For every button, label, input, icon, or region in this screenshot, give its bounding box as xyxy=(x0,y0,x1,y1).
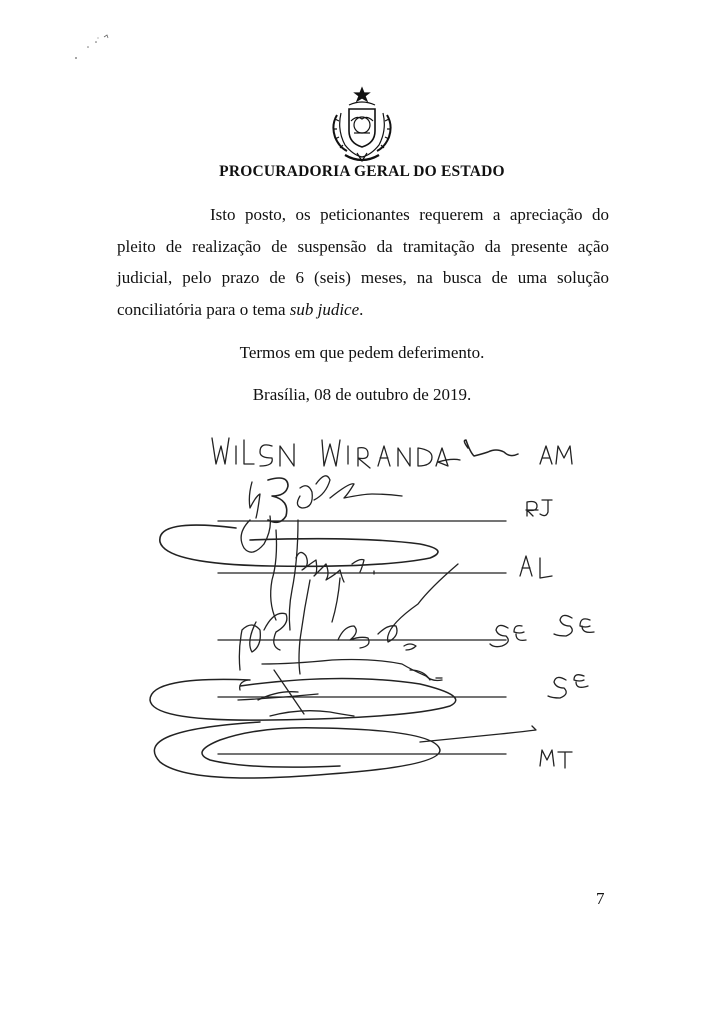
paragraph-text: Isto posto, os peticionantes requerem a apreciação do pleito de realização de suspensão da tramitação da presente ação judicial, pelo prazo de 6 (seis) meses, na busca de uma solução conciliatória para o tema xyxy=(117,205,609,319)
scan-specks xyxy=(0,0,140,90)
signature-wilson-miranda xyxy=(212,438,518,468)
state-mark-mt xyxy=(540,750,572,768)
paragraph-end: . xyxy=(359,299,364,319)
signature-block xyxy=(0,400,724,800)
signature-mt xyxy=(154,722,536,778)
state-coat-of-arms-icon xyxy=(327,85,397,167)
document-header-title: PROCURADORIA GERAL DO ESTADO xyxy=(219,163,505,180)
state-mark-al xyxy=(520,556,552,578)
page-number: 7 xyxy=(596,889,605,908)
state-mark-rj xyxy=(526,500,552,516)
place-and-date: Brasília, 08 de outubro de 2019. xyxy=(252,385,472,404)
request-paragraph xyxy=(117,199,609,325)
latin-term: sub judice xyxy=(289,299,360,319)
state-mark-se xyxy=(490,615,594,646)
state-mark-am xyxy=(540,446,572,464)
signature-al xyxy=(296,552,374,674)
signature-se-2 xyxy=(150,660,456,721)
closing-line: Termos em que pedem deferimento. xyxy=(239,343,485,362)
state-mark-se-2 xyxy=(548,675,588,698)
